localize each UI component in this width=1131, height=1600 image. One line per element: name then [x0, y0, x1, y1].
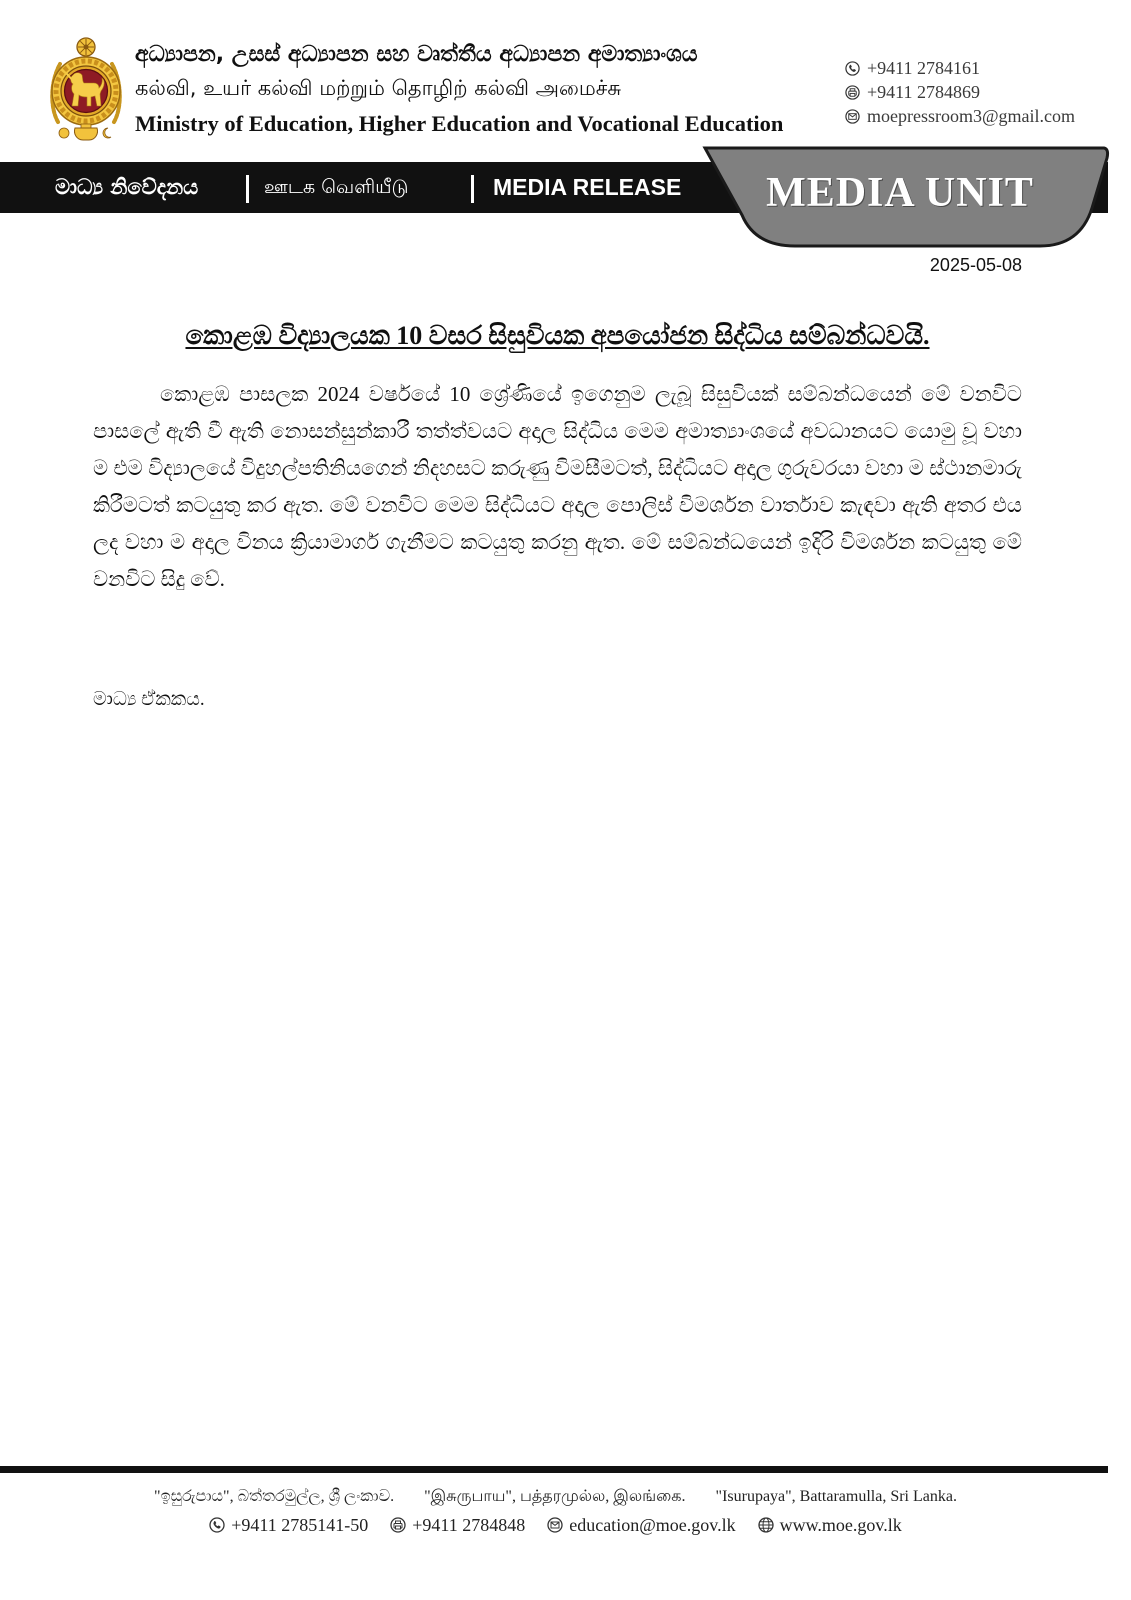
release-body: කොළඹ පාසලක 2024 වර්ෂයේ 10 ශ්‍රේණියේ ඉගෙනුම ලැබූ සිසුවියක් සම්බන්ධයෙන් මේ වනවිට පාසලේ ඇති වී ඇති නොසන්සුන්කාරී තත්ත්වයට අදාල සිද්ධිය මෙම අමාත්‍යාංශයේ අවධානයට යොමු වූ වහා ම එම විද්‍යාලයේ විදුහල්පතිනියගෙන් නිදහසට කරුණු විමසීමටත්, සිද්ධියට අදාල ගුරුවරයා වහා ම ස්ථානමාරු කිරීමටත් කටයුතු කර ඇත. මේ වනවිට මෙම සිද්ධියට අදාල පොලිස් විමර්ශන වාර්තාව කැඳවා ඇති අතර එය ලද වහා ම අදාල විනය ක්‍රියාමාර්ග ගැනීමට කටයුතු කරනු ඇත. මේ සම්බන්ධයෙන් ඉදිරි විමර්ශන කටයුතු මේ වනවිට සිදු වේ.: [93, 382, 1022, 591]
phone-number: +9411 2784161: [867, 57, 980, 78]
footer-phone-number: +9411 2785141-50: [231, 1515, 369, 1535]
banner-divider: [471, 175, 474, 203]
letterhead-email: [845, 104, 1115, 128]
release-content: [93, 318, 1022, 718]
address-tamil: "இசுருபாய", பத்தரமுல்ல, இலங்கை.: [424, 1488, 686, 1505]
media-unit-label: MEDIA UNIT: [766, 170, 1034, 216]
release-date: 2025-05-08: [929, 255, 1022, 275]
footer-fax: [390, 1512, 525, 1538]
phone-icon: [209, 1517, 225, 1533]
moon-icon: [103, 128, 111, 138]
letterhead-phone: [845, 56, 1115, 80]
ministry-name-english: Ministry of Education, Higher Education and Vocational Education: [135, 111, 784, 136]
footer-email: [547, 1512, 735, 1538]
fax-icon: [845, 85, 860, 100]
banner-label-sinhala: මාධ්‍ය නිවේදනය: [55, 175, 199, 199]
phone-icon: [845, 61, 860, 76]
footer-website-url: www.moe.gov.lk: [779, 1515, 902, 1535]
footer-address: [10, 1484, 1101, 1510]
letterhead-fax: [845, 80, 1115, 104]
footer-phone: [209, 1512, 368, 1538]
ministry-name-sinhala: අධ්‍යාපන, උසස් අධ්‍යාපන සහ වෘත්තීය අධ්‍යාපන අමාත්‍යාංශය: [135, 42, 698, 67]
footer-email-address: education@moe.gov.lk: [569, 1515, 736, 1535]
release-signature: මාධ්‍ය ඒකකය.: [93, 689, 205, 710]
ministry-name-tamil: கல்வி, உயர் கல்வி மற்றும் தொழிற் கல்வி அமைச்சு: [135, 76, 622, 100]
national-emblem-icon: [48, 36, 124, 142]
address-sinhala: "ඉසුරුපාය", බත්තරමුල්ල, ශ්‍රී ලංකාව.: [154, 1488, 395, 1505]
footer-rule: [0, 1466, 1108, 1473]
email-icon: [845, 109, 860, 124]
web-icon: [758, 1517, 774, 1533]
email-icon: [547, 1517, 563, 1533]
footer-website: [758, 1512, 902, 1538]
letterhead-contacts: [845, 56, 1115, 128]
footer-fax-number: +9411 2784848: [412, 1515, 526, 1535]
fax-icon: [390, 1517, 406, 1533]
email-address: moepressroom3@gmail.com: [867, 105, 1076, 126]
banner-divider: [246, 175, 249, 203]
pot-icon: [74, 124, 97, 140]
banner-label-tamil: ஊடக வெளியீடு: [264, 176, 409, 198]
footer-contacts: [10, 1512, 1101, 1538]
fax-number: +9411 2784869: [867, 81, 980, 102]
banner-label-english: MEDIA RELEASE: [493, 174, 682, 200]
address-english: "Isurupaya", Battaramulla, Sri Lanka.: [715, 1488, 957, 1505]
dharma-wheel-icon: [77, 38, 95, 56]
release-title: කොළඹ විද්‍යාලයක 10 වසර සිසුවියක අපයෝජන සිද්ධිය සම්බන්ධවයි.: [185, 321, 930, 350]
sun-icon: [59, 128, 69, 138]
